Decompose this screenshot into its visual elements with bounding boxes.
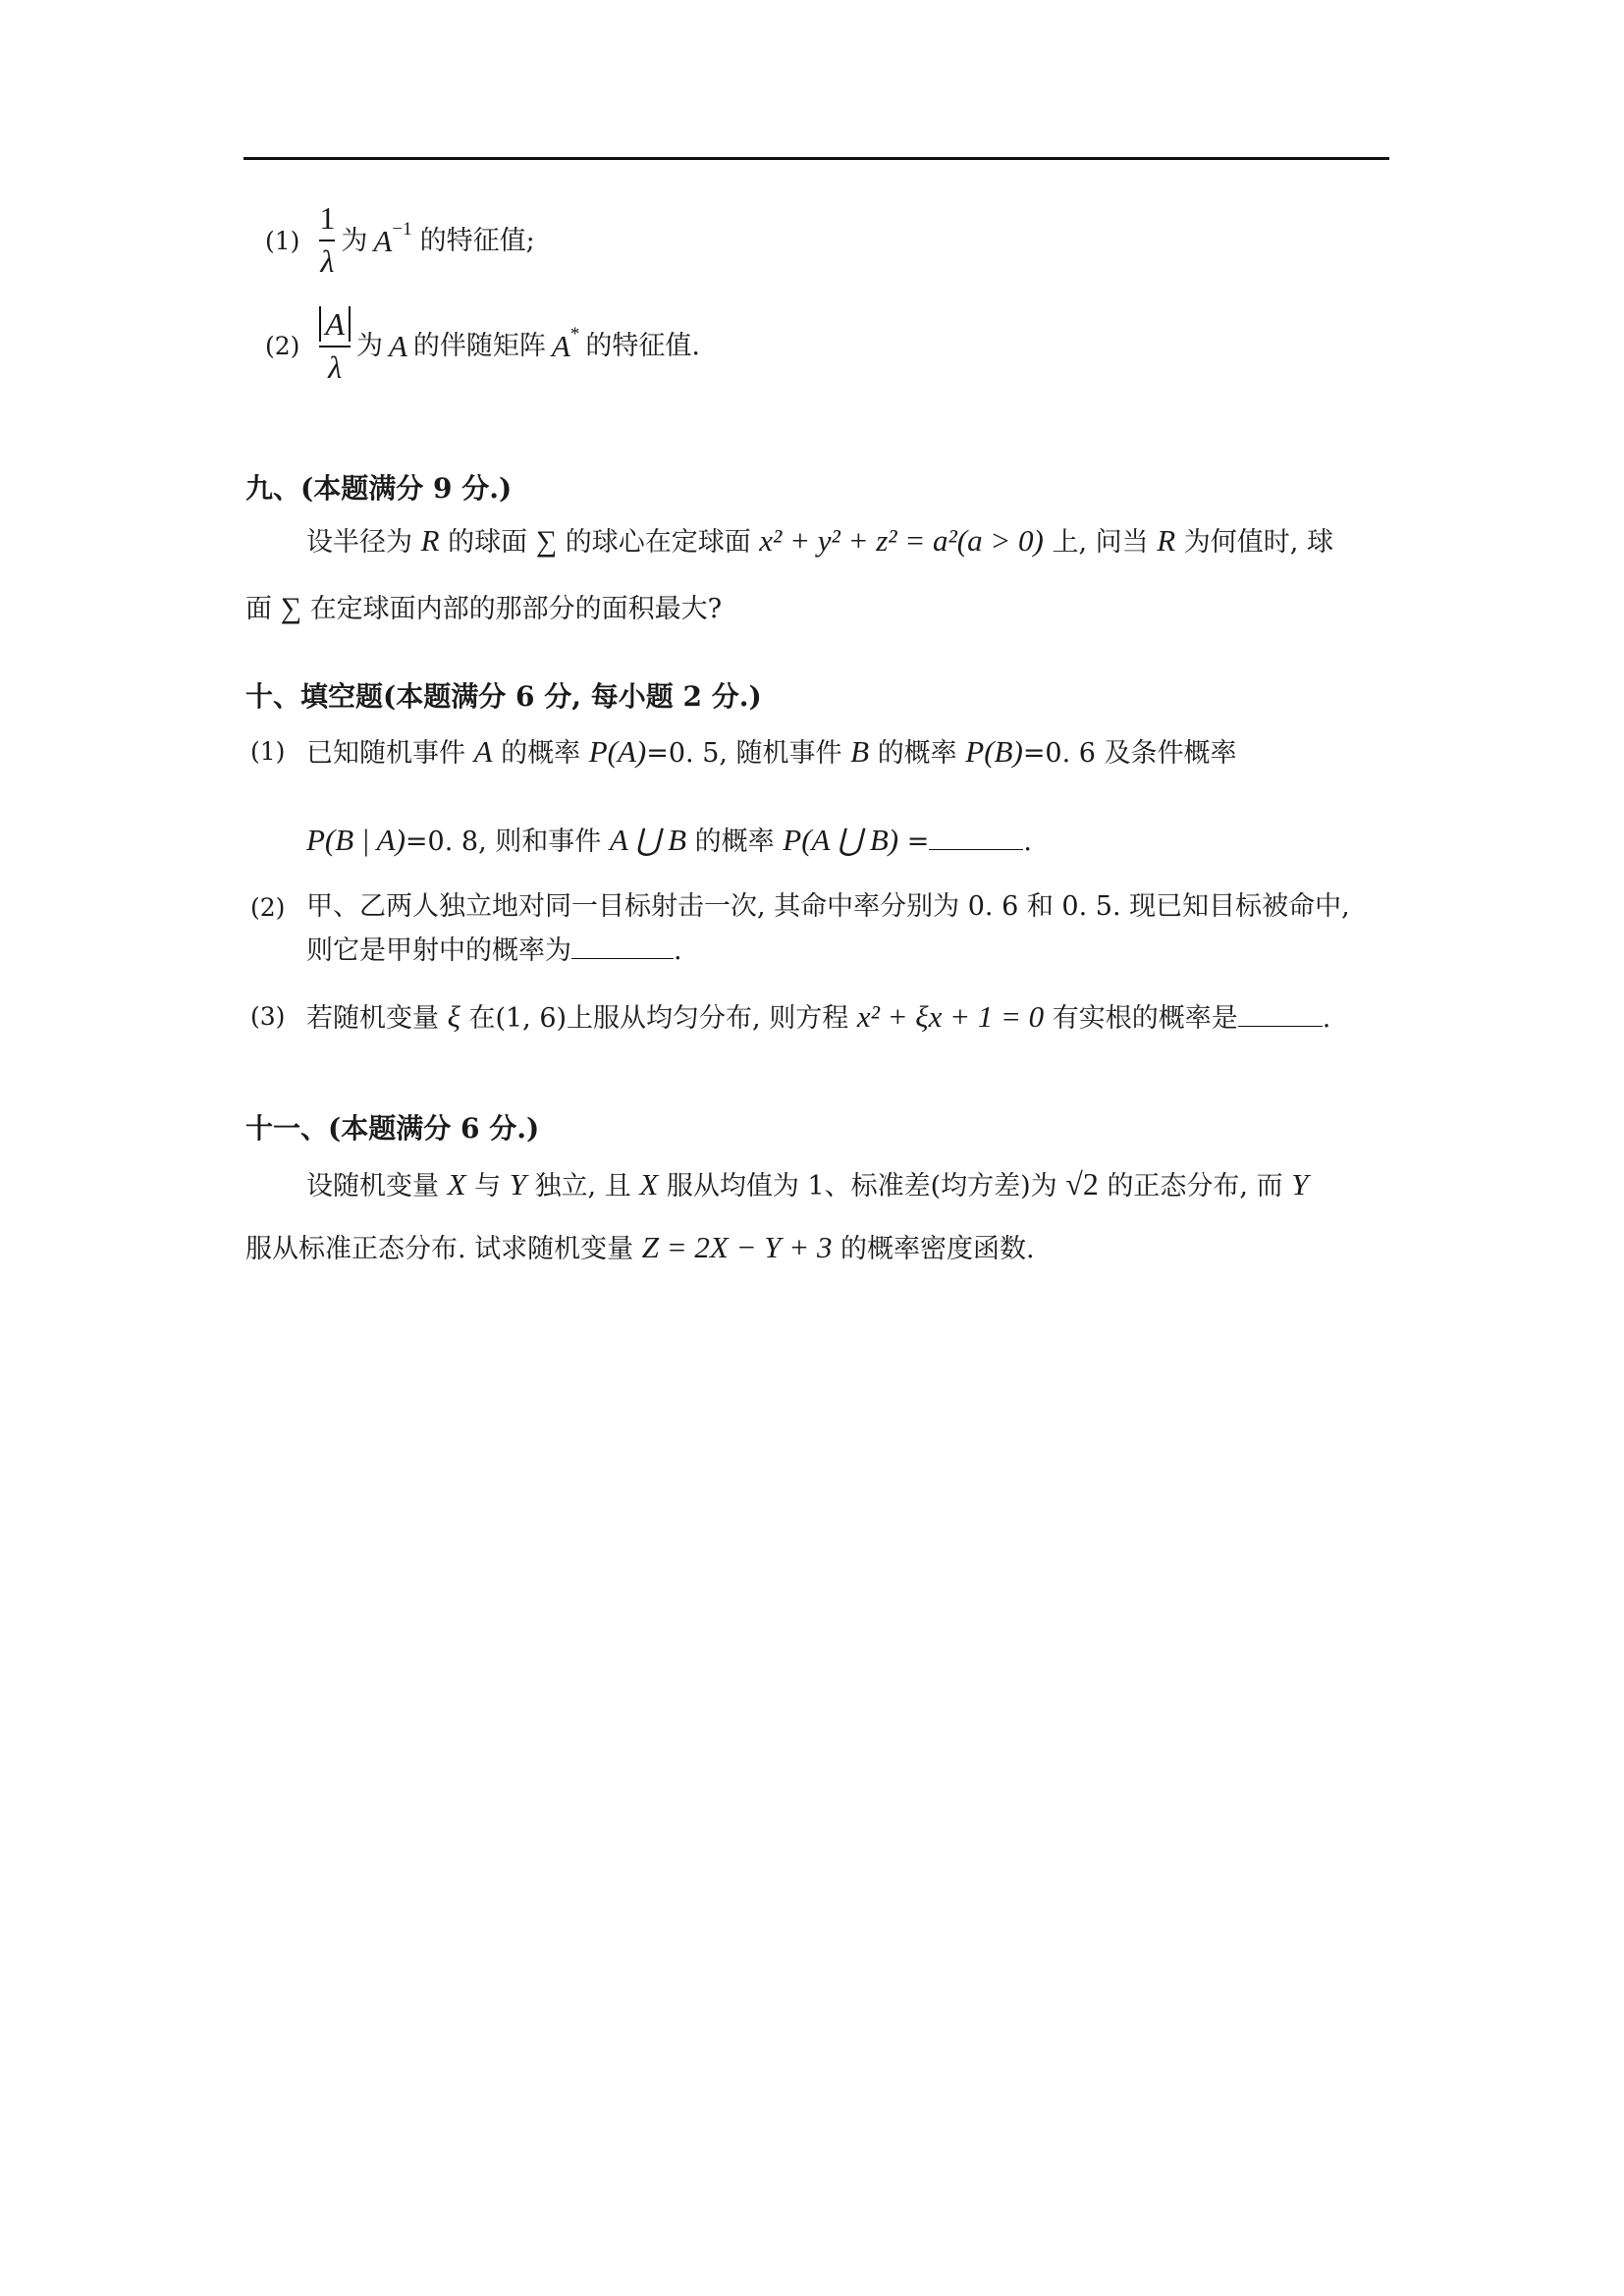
fraction-bar <box>319 240 335 241</box>
q11-heading: 十一、(本题满分 6 分.) <box>245 1112 540 1145</box>
text: 的球心在定球面 <box>565 527 751 558</box>
fraction <box>319 202 335 278</box>
numerator: 1 <box>319 200 336 237</box>
numerator <box>319 305 351 342</box>
text: 的特征值. <box>585 331 700 361</box>
q10-item-1-label: (1) <box>250 737 286 766</box>
text: 面 <box>245 594 272 624</box>
sigma-symbol: ∑ <box>280 592 301 624</box>
q10-item-1-line-1 <box>306 736 1237 767</box>
text: 的概率 <box>501 738 581 769</box>
text: =0. 8, 则和事件 <box>405 827 602 857</box>
math-var: ξ <box>447 999 460 1034</box>
sqrt-expr: √2 <box>1065 1166 1099 1201</box>
text: =0. 6 及条件概率 <box>1022 738 1237 769</box>
item-label: (1) <box>265 226 300 255</box>
q10-heading: 十、填空题(本题满分 6 分, 每小题 2 分.) <box>245 680 762 713</box>
text: 的球面 <box>448 527 528 558</box>
text: 为何值时, 球 <box>1183 527 1333 558</box>
text: 在定球面内部的那部分的面积最大? <box>309 594 723 624</box>
text: =0. 5, 随机事件 <box>646 738 842 769</box>
text: 有实根的概率是 <box>1052 1003 1238 1034</box>
text: 上, 问当 <box>1052 527 1149 558</box>
text: 服从标准正态分布. 试求随机变量 <box>245 1234 634 1264</box>
math-expr: P(B | A) <box>306 823 406 857</box>
math-expr: P(B) <box>965 734 1023 769</box>
prev-item-2 <box>265 304 700 388</box>
text: 设半径为 <box>306 527 412 558</box>
q10-item-2-label: (2) <box>250 893 286 922</box>
denominator: λ <box>328 348 343 385</box>
text: = <box>906 827 930 857</box>
answer-blank <box>571 957 674 959</box>
text: 已知随机事件 <box>306 738 465 769</box>
math-var: Y <box>1291 1167 1309 1201</box>
text: 在(1, 6)上服从均匀分布, 则方程 <box>468 1003 849 1034</box>
text: 独立, 且 <box>534 1171 631 1201</box>
text: . <box>1023 827 1032 857</box>
equation: x² + y² + z² = a²(a > 0) <box>759 523 1044 558</box>
q10-item-2-line-1: 甲、乙两人独立地对同一目标射击一次, 其命中率分别为 0. 6 和 0. 5. 现已知目标被命中, <box>306 891 1350 922</box>
item-label: (2) <box>265 332 300 360</box>
answer-blank <box>1238 1025 1323 1027</box>
determinant: A <box>319 306 351 342</box>
text: 与 <box>474 1171 502 1201</box>
header-rule <box>244 157 1389 160</box>
math-expr: P(A ⋃ B) <box>783 823 899 857</box>
q10-item-1-line-2 <box>306 825 1032 855</box>
math-var: R <box>1157 523 1176 558</box>
q9-line-2 <box>245 594 722 623</box>
math-var: A <box>373 223 393 258</box>
text: 若随机变量 <box>306 1003 439 1034</box>
q9-line-1 <box>306 525 1333 557</box>
q10-item-3-label: (3) <box>250 1002 286 1031</box>
text: 为 <box>341 225 368 256</box>
math-var: R <box>420 523 440 558</box>
text: 的伴随矩阵 <box>412 331 546 361</box>
text: 的特征值; <box>419 225 535 256</box>
superscript: −1 <box>392 218 412 240</box>
math-var: B <box>850 734 870 769</box>
q11-line-1 <box>306 1168 1308 1200</box>
text: 为 <box>355 331 383 361</box>
fraction <box>319 305 351 385</box>
sigma-symbol: ∑ <box>535 525 558 558</box>
equation: x² + ξx + 1 = 0 <box>856 999 1045 1034</box>
math-var: Y <box>509 1167 526 1201</box>
math-var: A <box>473 734 493 769</box>
prev-item-1 <box>265 201 535 280</box>
text: . <box>674 935 682 966</box>
text: . <box>1322 1003 1331 1034</box>
text: 的概率 <box>694 827 775 857</box>
q11-line-2 <box>245 1232 1035 1262</box>
text: 则它是甲射中的概率为 <box>306 935 571 966</box>
denominator: λ <box>320 243 335 279</box>
superscript: * <box>569 324 580 345</box>
text: 的正态分布, 而 <box>1107 1171 1283 1201</box>
answer-blank <box>929 848 1023 850</box>
math-var: X <box>639 1167 659 1201</box>
equation: Z = 2X − Y + 3 <box>641 1230 833 1264</box>
q9-heading: 九、(本题满分 9 分.) <box>245 472 513 505</box>
math-var: X <box>447 1167 466 1201</box>
math-var: A <box>551 329 570 363</box>
q10-item-3 <box>306 1001 1330 1032</box>
text: 服从均值为 1、标准差(均方差)为 <box>666 1171 1057 1201</box>
math-var: A <box>388 329 407 363</box>
text: 的概率 <box>877 738 957 769</box>
q10-item-2-line-2 <box>306 937 682 964</box>
text: 设随机变量 <box>306 1171 439 1201</box>
text: 的概率密度函数. <box>840 1234 1035 1264</box>
fraction-bar <box>319 346 351 347</box>
math-expr: P(A) <box>588 734 647 769</box>
math-expr: A ⋃ B <box>609 823 687 857</box>
